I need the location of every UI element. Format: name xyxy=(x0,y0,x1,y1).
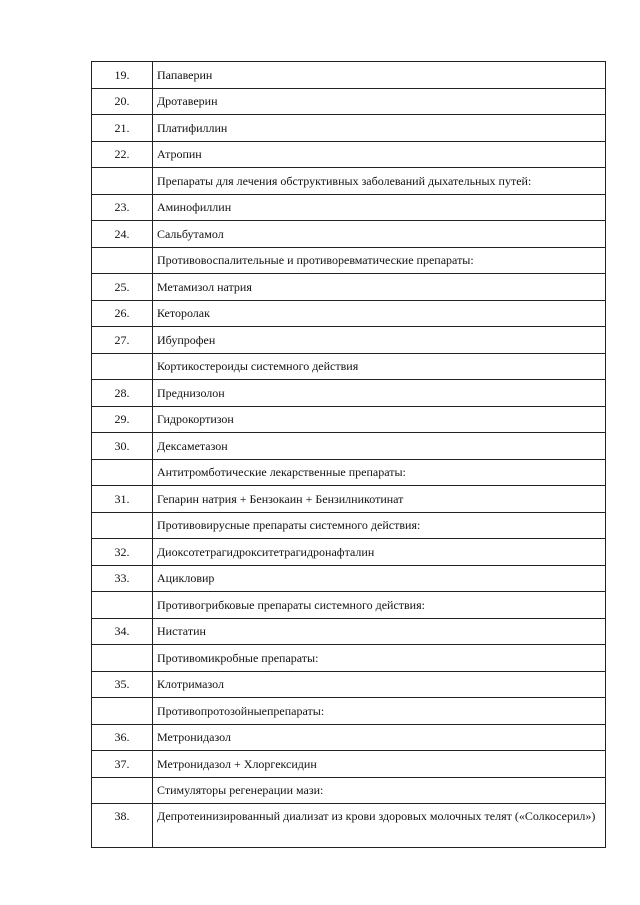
row-number: 21. xyxy=(92,115,153,142)
row-number: 38. xyxy=(92,804,153,848)
drug-name: Сальбутамол xyxy=(153,221,606,248)
row-number: 24. xyxy=(92,221,153,248)
drug-name: Преднизолон xyxy=(153,380,606,407)
category-row xyxy=(92,459,606,486)
row-number xyxy=(92,459,153,486)
drug-name: Клотримазол xyxy=(153,671,606,698)
drug-name: Аминофиллин xyxy=(153,194,606,221)
drug-name: Метронидазол + Хлоргексидин xyxy=(153,751,606,778)
table-row xyxy=(92,724,606,751)
category-row xyxy=(92,777,606,804)
table-row xyxy=(92,671,606,698)
row-number: 31. xyxy=(92,486,153,513)
drug-name: Нистатин xyxy=(153,618,606,645)
table-row xyxy=(92,380,606,407)
table-row xyxy=(92,804,606,848)
medication-table xyxy=(91,61,606,848)
table-row xyxy=(92,406,606,433)
category-row xyxy=(92,168,606,195)
row-number: 32. xyxy=(92,539,153,566)
row-number xyxy=(92,698,153,725)
row-number: 34. xyxy=(92,618,153,645)
table-row xyxy=(92,539,606,566)
row-number: 30. xyxy=(92,433,153,460)
row-number xyxy=(92,592,153,619)
drug-name: Дротаверин xyxy=(153,88,606,115)
drug-name: Гидрокортизон xyxy=(153,406,606,433)
drug-name: Метамизол натрия xyxy=(153,274,606,301)
row-number xyxy=(92,512,153,539)
table-row xyxy=(92,565,606,592)
row-number: 20. xyxy=(92,88,153,115)
drug-name: Ацикловир xyxy=(153,565,606,592)
category-heading: Противопротозойныепрепараты: xyxy=(153,698,606,725)
row-number: 22. xyxy=(92,141,153,168)
row-number xyxy=(92,168,153,195)
table-row xyxy=(92,751,606,778)
table-row xyxy=(92,62,606,89)
drug-name: Ибупрофен xyxy=(153,327,606,354)
row-number: 25. xyxy=(92,274,153,301)
table-row xyxy=(92,486,606,513)
drug-name: Гепарин натрия + Бензокаин + Бензилникотинат xyxy=(153,486,606,513)
category-heading: Противовоспалительные и противоревматические препараты: xyxy=(153,247,606,274)
category-row xyxy=(92,645,606,672)
row-number: 19. xyxy=(92,62,153,89)
row-number xyxy=(92,777,153,804)
table-row xyxy=(92,300,606,327)
category-row xyxy=(92,353,606,380)
category-heading: Противовирусные препараты системного действия: xyxy=(153,512,606,539)
category-row xyxy=(92,512,606,539)
table-row xyxy=(92,274,606,301)
table-row xyxy=(92,327,606,354)
table-row xyxy=(92,221,606,248)
category-row xyxy=(92,592,606,619)
row-number: 37. xyxy=(92,751,153,778)
row-number: 36. xyxy=(92,724,153,751)
category-heading: Противомикробные препараты: xyxy=(153,645,606,672)
table-row xyxy=(92,115,606,142)
category-row xyxy=(92,698,606,725)
table-row xyxy=(92,618,606,645)
row-number: 35. xyxy=(92,671,153,698)
category-heading: Стимуляторы регенерации мази: xyxy=(153,777,606,804)
row-number xyxy=(92,247,153,274)
row-number: 29. xyxy=(92,406,153,433)
drug-name: Кеторолак xyxy=(153,300,606,327)
table-row xyxy=(92,194,606,221)
row-number: 23. xyxy=(92,194,153,221)
row-number: 28. xyxy=(92,380,153,407)
category-heading: Антитромботические лекарственные препараты: xyxy=(153,459,606,486)
category-heading: Препараты для лечения обструктивных заболеваний дыхательных путей: xyxy=(153,168,606,195)
drug-name: Метронидазол xyxy=(153,724,606,751)
row-number: 33. xyxy=(92,565,153,592)
category-row xyxy=(92,247,606,274)
drug-name: Платифиллин xyxy=(153,115,606,142)
table-row xyxy=(92,141,606,168)
table-row xyxy=(92,88,606,115)
drug-name: Дексаметазон xyxy=(153,433,606,460)
drug-name: Атропин xyxy=(153,141,606,168)
drug-name: Папаверин xyxy=(153,62,606,89)
row-number xyxy=(92,353,153,380)
table-row xyxy=(92,433,606,460)
drug-name: Депротеинизированный диализат из крови здоровых молочных телят («Солкосерил») xyxy=(153,804,606,848)
drug-name: Диоксотетрагидрокситетрагидронафталин xyxy=(153,539,606,566)
row-number xyxy=(92,645,153,672)
row-number: 26. xyxy=(92,300,153,327)
category-heading: Противогрибковые препараты системного действия: xyxy=(153,592,606,619)
category-heading: Кортикостероиды системного действия xyxy=(153,353,606,380)
row-number: 27. xyxy=(92,327,153,354)
